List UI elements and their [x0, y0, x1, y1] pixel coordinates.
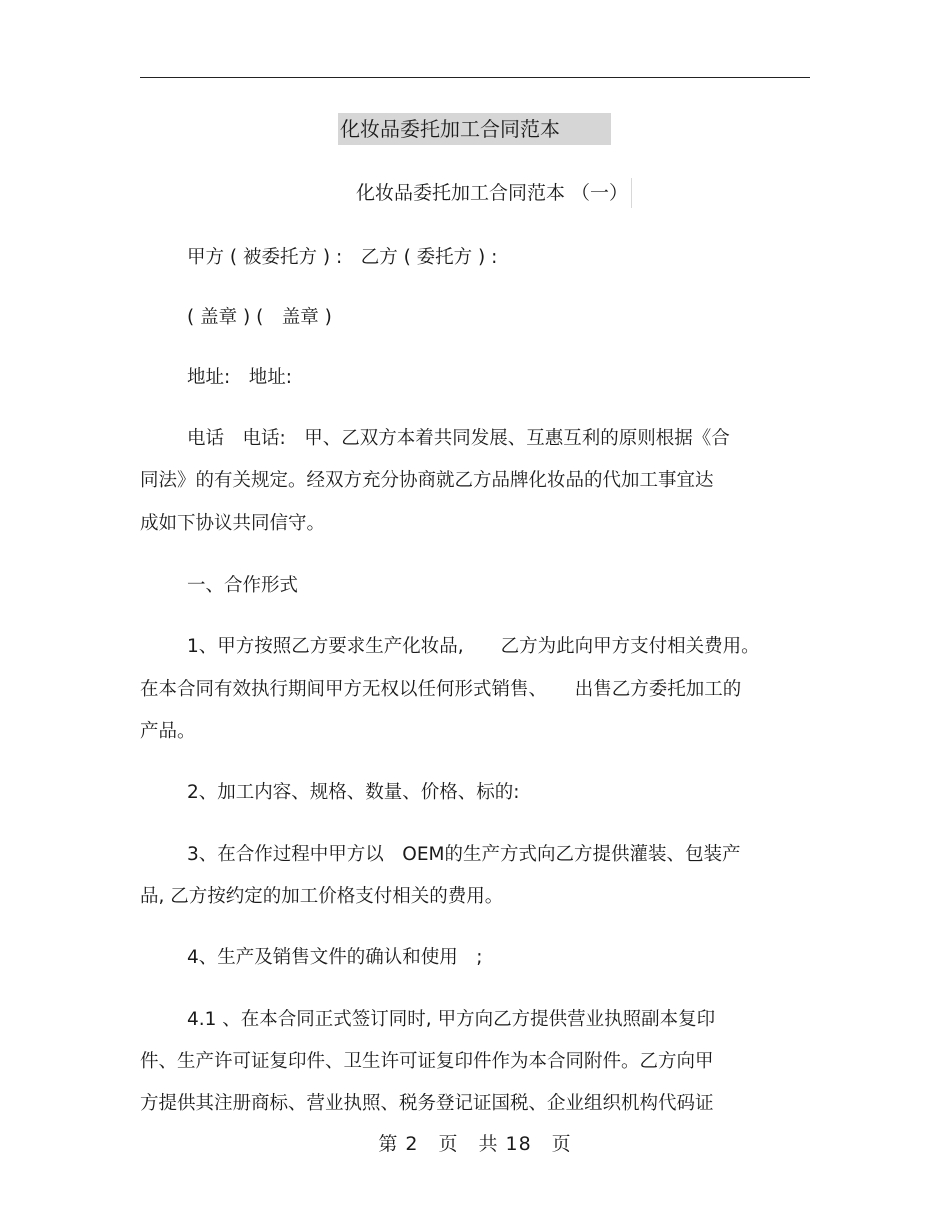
paragraph-line: 2、加工内容、规格、数量、价格、标的: — [187, 782, 520, 803]
paragraph-line: 1、甲方按照乙方要求生产化妆品, 乙方为此向甲方支付相关费用。 — [187, 636, 760, 657]
document-title: 化妆品委托加工合同范本 — [338, 113, 611, 145]
document-subtitle: 化妆品委托加工合同范本 （一） — [356, 178, 632, 208]
paragraph-line: 方提供其注册商标、营业执照、税务登记证国税、企业组织机构代码证 — [140, 1093, 714, 1114]
seal-line: ( 盖章 ) ( 盖章 ) — [187, 307, 332, 328]
paragraph-line: 电话 电话: 甲、乙双方本着共同发展、互惠互利的原则根据《合 — [187, 428, 730, 449]
page-footer: 第 2 页 共 18 页 — [378, 1133, 572, 1155]
party-line: 甲方 ( 被委托方 ) : 乙方 ( 委托方 ) : — [187, 247, 498, 268]
section-heading: 一、合作形式 — [187, 575, 299, 596]
paragraph-line: 件、生产许可证复印件、卫生许可证复印件作为本合同附件。乙方向甲 — [140, 1051, 714, 1072]
header-rule — [140, 77, 810, 78]
paragraph-line: 产品。 — [140, 721, 196, 742]
paragraph-line: 在本合同有效执行期间甲方无权以任何形式销售、 出售乙方委托加工的 — [140, 679, 742, 700]
paragraph-line: 成如下协议共同信守。 — [140, 513, 326, 534]
address-line: 地址: 地址: — [187, 367, 292, 388]
paragraph-line: 同法》的有关规定。经双方充分协商就乙方品牌化妆品的代加工事宜达 — [140, 470, 714, 491]
paragraph-line: 4、生产及销售文件的确认和使用 ; — [187, 947, 483, 968]
paragraph-line: 4.1 、在本合同正式签订同时, 甲方向乙方提供营业执照副本复印 — [187, 1009, 716, 1030]
paragraph-line: 品, 乙方按约定的加工价格支付相关的费用。 — [140, 886, 504, 907]
paragraph-line: 3、在合作过程中甲方以 OEM的生产方式向乙方提供灌装、包装产 — [187, 844, 741, 865]
